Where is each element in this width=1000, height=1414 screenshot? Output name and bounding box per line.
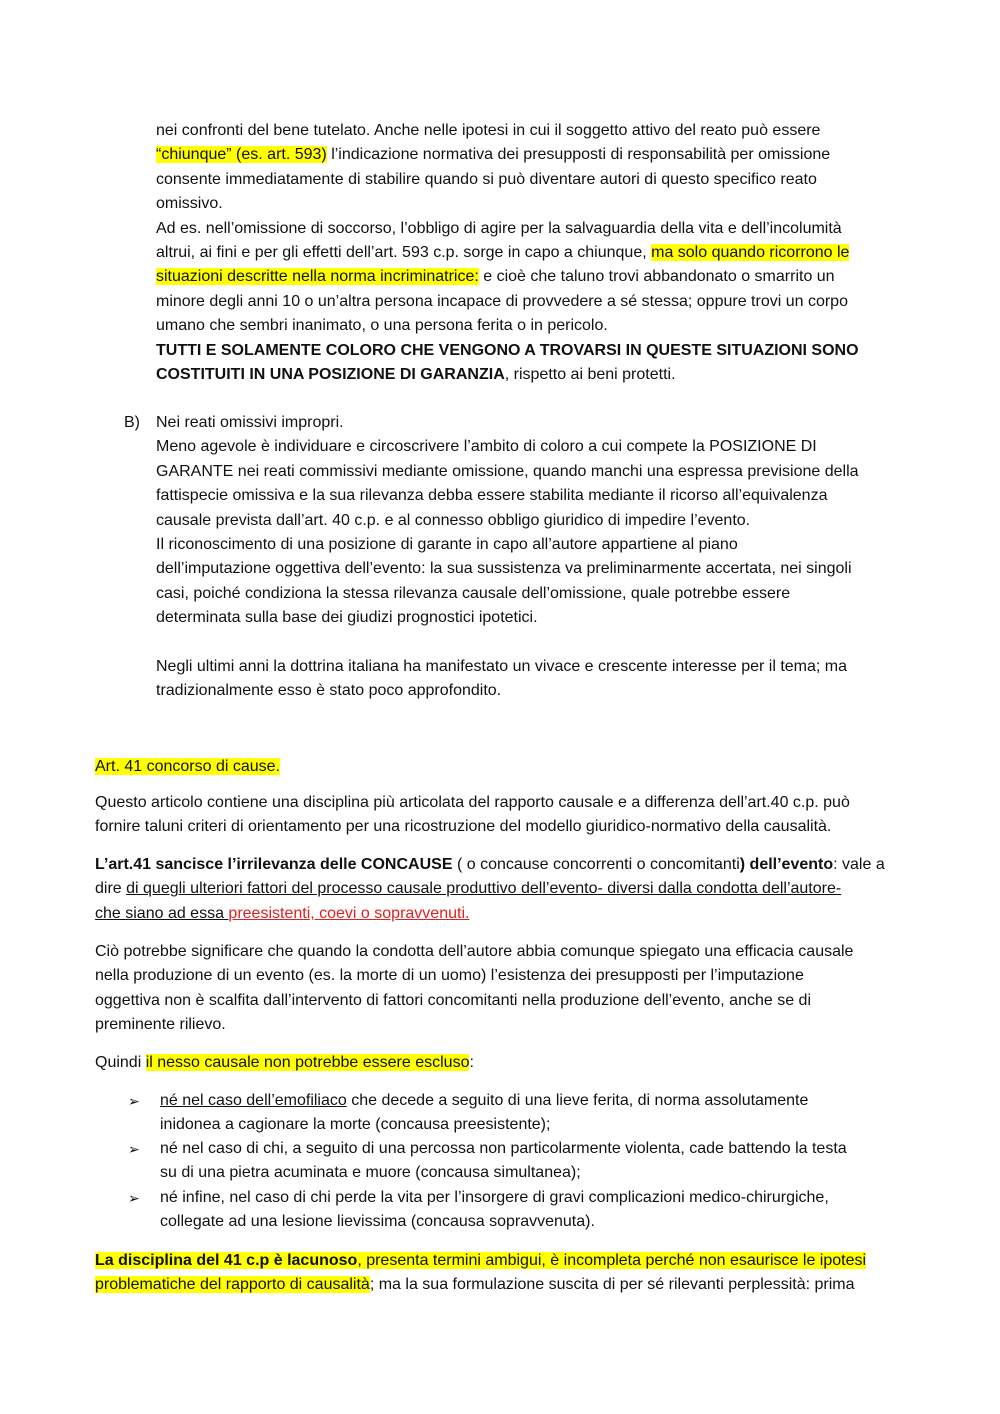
arrow-bullet-icon: ➢ <box>128 1142 140 1158</box>
text-span: dire <box>95 880 127 898</box>
bold-span: ) dell’evento <box>739 856 834 873</box>
text-line <box>156 363 916 387</box>
text-span: che decede a seguito di una lieve ferita, di norma assolutamente <box>346 1092 809 1109</box>
text-line: collegate ad una lesione lievissima (concausa sopravvenuta). <box>160 1213 595 1231</box>
text-line: casi, poiché condiziona la stessa rilevanza causale dell’omissione, quale potrebbe essere <box>156 584 791 602</box>
text-line: Ciò potrebbe significare che quando la condotta dell’autore abbia comunque spiegato una efficacia causale <box>95 943 854 960</box>
text-line <box>95 1273 907 1297</box>
text-line: Negli ultimi anni la dottrina italiana ha manifestato un vivace e crescente interesse per il tema; ma <box>156 658 848 676</box>
text-span: , rispetto ai beni protetti. <box>504 366 676 384</box>
paragraph-omissione-soccorso <box>156 119 916 387</box>
underlined-span: né nel caso dell’emofiliaco <box>160 1092 347 1109</box>
heading-highlight: Art. 41 concorso di cause. <box>95 758 280 775</box>
text-line: nella produzione di un evento (es. la morte di un uomo) l’esistenza dei presupposti per l’imputazione <box>95 967 804 985</box>
paragraph-reati-omissivi-impropri <box>156 411 916 704</box>
text-line: causale prevista dall’art. 40 c.p. e al connesso obbligo giuridico di impedire l’evento. <box>156 511 751 529</box>
highlight: il nesso causale non potrebbe essere escluso <box>145 1054 470 1071</box>
text-line: omissivo. <box>156 195 223 213</box>
text-line: GARANTE nei reati commissivi mediante omissione, quando manchi una espressa previsione della <box>156 462 859 480</box>
list-item <box>160 1137 900 1186</box>
text-line: consente immediatamente di stabilire quando si può diventare autori di questo specifico reato <box>156 170 817 188</box>
text-line: Il riconoscimento di una posizione di garante in capo all’autore appartiene al piano <box>156 536 738 554</box>
text-line: Meno agevole è individuare e circoscrivere l’ambito di coloro a cui compete la POSIZIONE DI <box>156 438 817 456</box>
section-heading <box>95 755 907 779</box>
text-line <box>95 853 907 877</box>
paragraph-art41-intro <box>95 791 907 840</box>
text-line <box>156 241 916 265</box>
text-line <box>156 143 916 167</box>
highlight: ma solo quando ricorrono le <box>651 244 850 262</box>
text-line: Ad es. nell’omissione di soccorso, l’obbligo di agire per la salvaguardia della vita e dell’incolumità <box>156 219 842 237</box>
text-line: minore degli anni 10 o un’altra persona incapace di provvedere a sé stessa; oppure trovi un corpo <box>156 292 848 310</box>
text-line <box>160 1089 900 1113</box>
text-line <box>95 877 907 901</box>
paragraph-concause <box>95 853 907 926</box>
highlight: situazioni descritte nella norma incriminatrice: <box>156 268 479 286</box>
text-span: e cioè che taluno trovi abbandonato o smarrito un <box>478 268 835 286</box>
text-span: : vale a <box>833 856 885 873</box>
highlight: problematiche del rapporto di causalità <box>95 1276 370 1294</box>
list-marker-b: B) <box>124 414 140 431</box>
text-line <box>156 265 916 289</box>
arrow-bullet-icon: ➢ <box>128 1094 140 1110</box>
text-line <box>95 902 907 926</box>
paragraph-disciplina-lacunosa <box>95 1249 907 1298</box>
text-line: inidonea a cagionare la morte (concausa preesistente); <box>160 1116 551 1134</box>
paragraph-efficacia-causale <box>95 940 907 1038</box>
arrow-bullet-icon: ➢ <box>128 1191 140 1207</box>
text-line: preminente rilievo. <box>95 1016 226 1034</box>
list-item <box>160 1186 900 1235</box>
text-span: ( o concause concorrenti o concomitanti <box>452 856 740 873</box>
paragraph-quindi <box>95 1051 907 1075</box>
text-line: su di una pietra acuminata e muore (concausa simultanea); <box>160 1164 581 1182</box>
text-span: altrui, ai fini e per gli effetti dell’art. 593 c.p. sorge in capo a chiunque, <box>156 244 652 262</box>
text-line: fornire taluni criteri di orientamento per una ricostruzione del modello giuridico-normativo della causalità. <box>95 818 832 836</box>
text-line: Questo articolo contiene una disciplina più articolata del rapporto causale e a differenza dell’art.40 c.p. può <box>95 794 850 811</box>
list-item <box>160 1089 900 1138</box>
text-span: ; ma la sua formulazione suscita di per sé rilevanti perplessità: prima <box>369 1276 855 1294</box>
text-span: l’indicazione normativa dei presupposti di responsabilità per omissione <box>326 146 831 164</box>
bold-span: L’art.41 sancisce l’irrilevanza delle CONCAUSE <box>95 856 453 873</box>
text-line: né infine, nel caso di chi perde la vita per l’insorgere di gravi complicazioni medico-chirurgiche, <box>160 1189 829 1206</box>
text-span: Quindi <box>95 1054 146 1071</box>
bold-line: TUTTI E SOLAMENTE COLORO CHE VENGONO A TROVARSI IN QUESTE SITUAZIONI SONO <box>156 341 859 359</box>
text-line: Nei reati omissivi impropri. <box>156 414 344 431</box>
highlight: “chiunque” (es. art. 593) <box>156 146 327 164</box>
text-line: fattispecie omissiva e la sua rilevanza debba essere stabilita mediante il ricorso all’equivalenza <box>156 487 828 505</box>
text-line: né nel caso di chi, a seguito di una percossa non particolarmente violenta, cade battendo la testa <box>160 1140 847 1157</box>
underlined-span: che siano ad essa <box>95 904 229 922</box>
bold-span: COSTITUITI IN UNA POSIZIONE DI GARANZIA <box>156 366 505 384</box>
bold-highlight: La disciplina del 41 c.p è lacunoso <box>95 1252 358 1269</box>
text-span: : <box>469 1054 474 1071</box>
red-underlined-span: preesistenti, coevi o sopravvenuti. <box>228 904 470 922</box>
text-line: nei confronti del bene tutelato. Anche nelle ipotesi in cui il soggetto attivo del reato può essere <box>156 122 821 139</box>
highlight: , presenta termini ambigui, è incompleta perché non esaurisce le ipotesi <box>357 1252 867 1269</box>
underlined-span: di quegli ulteriori fattori del processo causale produttivo dell’evento- diversi dalla condotta dell’autore- <box>126 880 842 898</box>
text-line: umano che sembri inanimato, o una persona ferita o in pericolo. <box>156 317 608 335</box>
text-line: dell’imputazione oggettiva dell’evento: la sua sussistenza va preliminarmente accertata, nei singoli <box>156 560 852 578</box>
text-line <box>95 1249 907 1273</box>
blank-line <box>156 631 916 655</box>
text-line: determinata sulla base dei giudizi prognostici ipotetici. <box>156 609 538 627</box>
text-line: oggettiva non è scalfita dall’intervento di fattori concomitanti nella produzione dell’evento, anche se di <box>95 991 811 1009</box>
text-line: tradizionalmente esso è stato poco approfondito. <box>156 682 502 700</box>
